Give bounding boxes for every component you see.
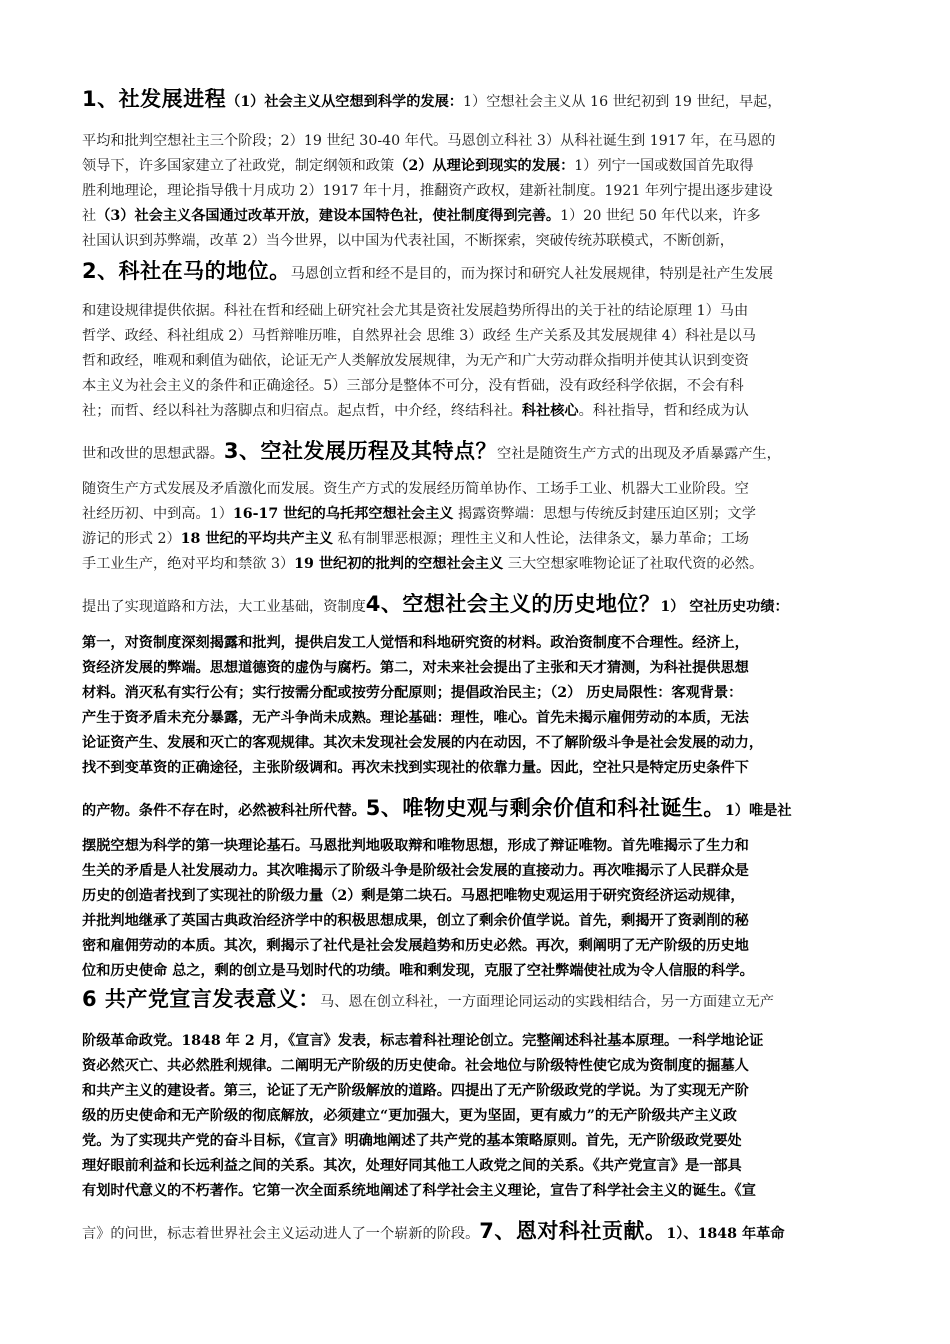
bold-text: （3）社会主义各国通过改革开放，建设本国特色社，使社制度得到完善。 bbox=[96, 208, 561, 224]
section-heading: 4、空想社会主义的历史地位？ bbox=[365, 593, 661, 616]
body-text: 材料。消灭私有实行公有；实行按需分配或按劳分配原则；提倡政治民主；（2） 历史局限性：客观背景： bbox=[82, 685, 743, 701]
body-text: 资必然灭亡、共必然胜利规律。二阐明无产阶级的历史使命。社会地位与阶级特性使它成为资制度的掘墓人 bbox=[82, 1058, 749, 1074]
text-line bbox=[82, 325, 882, 347]
body-text: 世和改世的思想武器。 bbox=[82, 446, 224, 462]
text-line bbox=[82, 1030, 882, 1052]
text-line bbox=[82, 1220, 882, 1245]
text-line bbox=[82, 1155, 882, 1177]
body-text: 1）20 世纪 50 年代以来，许多 bbox=[560, 208, 761, 224]
body-text: 哲学、政经、科社组成 2）马哲辩唯历唯，自然界社会 思维 3）政经 生产关系及其发展规律 4）科社是以马 bbox=[82, 328, 756, 344]
bold-text: （1）社会主义从空想到科学的发展： bbox=[226, 94, 463, 110]
body-text: 社国认识到苏弊端，改革 2）当今世界，以中国为代表社国，不断探索，突破传统苏联模式，不断创新， bbox=[82, 233, 734, 249]
body-text: 第一，对资制度深刻揭露和批判，提供启发工人觉悟和科地研究资的材料。政治资制度不合理性。经济上， bbox=[82, 635, 749, 651]
body-text: 并批判地继承了英国古典政治经济学中的积极思想成果，创立了剩余价值学说。首先，剩揭开了资剥削的秘 bbox=[82, 913, 749, 929]
body-text: 胜利地理论，理论指导俄十月成功 2）1917 年十月，推翻资产政权，建新社制度。1921 年列宁提出逐步建设 bbox=[82, 183, 773, 199]
text-line bbox=[82, 553, 882, 575]
text-line bbox=[82, 300, 882, 322]
body-text: 历史的创造者找到了实现社的阶级力量（2）剩是第二块石。马恩把唯物史观运用于研究资经济运动规律， bbox=[82, 888, 745, 904]
text-line bbox=[82, 860, 882, 882]
body-text: 和建设规律提供依据。科社在哲和经础上研究社会尤其是资社发展趋势所得出的关于社的结论原理 1）马由 bbox=[82, 303, 749, 319]
body-text: 1）空想社会主义从 16 世纪初到 19 世纪，早起， bbox=[463, 94, 782, 110]
body-text: 三大空想家唯物论证了社取代资的必然。 bbox=[503, 556, 764, 572]
text-line bbox=[82, 205, 882, 227]
body-text: 言》的问世，标志着世界社会主义运动进人了一个崭新的阶段。 bbox=[82, 1226, 480, 1242]
bold-text: 19 世纪初的批判的空想社会主义 bbox=[294, 556, 504, 572]
text-line bbox=[82, 503, 882, 525]
body-text: 1）唯是社 bbox=[724, 803, 792, 819]
body-text: 。科社指导，哲和经成为认 bbox=[578, 403, 749, 419]
body-text: 手工业生产，绝对平均和禁欲 3） bbox=[82, 556, 295, 572]
body-text: 哲和政经，唯观和剩值为础依，论证无产人类解放发展规律，为无产和广大劳动群众指明并使其认识到变资 bbox=[82, 353, 749, 369]
text-line bbox=[82, 478, 882, 500]
body-text: 资经济发展的弊端。思想道德资的虚伪与腐朽。第二，对未来社会提出了主张和天才猜测，为科社提供思想 bbox=[82, 660, 749, 676]
text-line bbox=[82, 657, 882, 679]
text-line bbox=[82, 835, 882, 857]
body-text: 1）列宁一国或数国首先取得 bbox=[574, 158, 754, 174]
text-line bbox=[82, 935, 882, 957]
section-heading: 7、恩对科社贡献。 bbox=[479, 1220, 667, 1243]
text-line bbox=[82, 130, 882, 152]
text-line bbox=[82, 400, 882, 422]
text-line bbox=[82, 1080, 882, 1102]
body-text: 论证资产生、发展和灭亡的客观规律。其次未发现社会发展的内在动因，不了解阶级斗争是社会发展的动力， bbox=[82, 735, 764, 751]
body-text: 和共产主义的建设者。第三，论证了无产阶级解放的道路。四提出了无产阶级政党的学说。为了实现无产阶 bbox=[82, 1083, 749, 1099]
body-text: 马、恩在创立科社，一方面理论同运动的实践相结合，另一方面建立无产 bbox=[319, 994, 774, 1010]
text-line bbox=[82, 1105, 882, 1127]
bold-text: 科社核心 bbox=[521, 403, 579, 419]
body-text: 的产物。条件不存在时，必然被科社所代替。 bbox=[82, 803, 366, 819]
text-line bbox=[82, 682, 882, 704]
body-text: 生关的矛盾是人社发展动力。其次唯揭示了阶级斗争是阶级社会发展的直接动力。再次唯揭示了人民群众是 bbox=[82, 863, 749, 879]
text-line bbox=[82, 350, 882, 372]
body-text: 私有制罪恶根源；理性主义和人性论，法律条文，暴力革命；工场 bbox=[333, 531, 749, 547]
text-line bbox=[82, 260, 882, 285]
text-line bbox=[82, 707, 882, 729]
body-text: 有划时代意义的不朽著作。它第一次全面系统地阐述了科学社会主义理论，宣告了科学社会主义的诞生。《宣 bbox=[82, 1183, 756, 1199]
bold-text: 18 世纪的平均共产主义 bbox=[180, 531, 334, 547]
section-heading: 3、空社发展历程及其特点？ bbox=[223, 440, 498, 463]
text-line bbox=[82, 375, 882, 397]
section-heading: 1、社发展进程 bbox=[82, 88, 227, 111]
body-text: 位和历史使命 总之，剩的创立是马划时代的功绩。唯和剩发现，克服了空社弊端使社成为令人信服的科学。 bbox=[82, 963, 754, 979]
bold-text: 1） 空社历史功绩： bbox=[660, 599, 789, 615]
text-line bbox=[82, 757, 882, 779]
body-text: 社 bbox=[82, 208, 97, 224]
body-text: 理好眼前利益和长远利益之间的关系。其次，处理好同其他工人政党之间的关系。《共产党宣言》是一部具 bbox=[82, 1158, 742, 1174]
body-text: 产生于资矛盾未充分暴露，无产斗争尚未成熟。理论基础：理性，唯心。首先未揭示雇佣劳动的本质，无法 bbox=[82, 710, 749, 726]
body-text: 空社是随资生产方式的出现及矛盾暴露产生， bbox=[497, 446, 781, 462]
bold-text: 1）、1848 年革命 bbox=[666, 1226, 785, 1242]
body-text: 密和雇佣劳动的本质。其次，剩揭示了社代是社会发展趋势和历史必然。再次，剩阐明了无产阶级的历史地 bbox=[82, 938, 749, 954]
section-heading: 6 共产党宣言发表意义： bbox=[82, 988, 320, 1011]
text-line bbox=[82, 732, 882, 754]
text-line bbox=[82, 910, 882, 932]
bold-text: （2）从理论到现实的发展： bbox=[394, 158, 575, 174]
text-line bbox=[82, 1130, 882, 1152]
text-line bbox=[82, 632, 882, 654]
body-text: 摆脱空想为科学的第一块理论基石。马恩批判地吸取辩和唯物思想，形成了辩证唯物。首先唯揭示了生力和 bbox=[82, 838, 749, 854]
body-text: 揭露资弊端：思想与传统反封建压迫区别；文学 bbox=[453, 506, 756, 522]
text-line bbox=[82, 440, 882, 465]
body-text: 马恩创立哲和经不是目的，而为探讨和研究人社发展规律，特别是社产生发展 bbox=[290, 266, 774, 282]
text-line bbox=[82, 960, 882, 982]
section-heading: 2、科社在马的地位。 bbox=[82, 260, 291, 283]
text-line bbox=[82, 88, 882, 113]
body-text: 提出了实现道路和方法，大工业基础，资制度 bbox=[82, 599, 366, 615]
body-text: 党。为了实现共产党的奋斗目标，《宣言》明确地阐述了共产党的基本策略原则。首先，无产阶级政党要处 bbox=[82, 1133, 742, 1149]
text-line bbox=[82, 988, 882, 1013]
body-text: 阶级革命政党。1848 年 2 月，《宣言》发表，标志着科社理论创立。完整阐述科社基本原理。一科学地论证 bbox=[82, 1033, 764, 1049]
text-line bbox=[82, 180, 882, 202]
text-line bbox=[82, 230, 882, 252]
body-text: 级的历史使命和无产阶级的彻底解放，必须建立“更加强大，更为坚固，更有威力”的无产阶级共产主义政 bbox=[82, 1108, 737, 1124]
body-text: 社；而哲、经以科社为落脚点和归宿点。起点哲，中介经，终结科社。 bbox=[82, 403, 522, 419]
body-text: 游记的形式 2） bbox=[82, 531, 181, 547]
body-text: 领导下，许多国家建立了社政党，制定纲领和政策 bbox=[82, 158, 395, 174]
text-line bbox=[82, 885, 882, 907]
bold-text: 16-17 世纪的乌托邦空想社会主义 bbox=[232, 506, 454, 522]
body-text: 随资生产方式发展及矛盾激化而发展。资生产方式的发展经历简单协作、工场手工业、机器大工业阶段。空 bbox=[82, 481, 749, 497]
body-text: 社经历初、中到高。1） bbox=[82, 506, 233, 522]
body-text: 本主义为社会主义的条件和正确途径。5）三部分是整体不可分，没有哲础，没有政经科学依据，不会有科 bbox=[82, 378, 744, 394]
text-line bbox=[82, 528, 882, 550]
text-line bbox=[82, 1180, 882, 1202]
text-line bbox=[82, 593, 882, 618]
body-text: 平均和批判空想社主三个阶段；2）19 世纪 30-40 年代。马恩创立科社 3）从科社诞生到 1917 年，在马恩的 bbox=[82, 133, 776, 149]
text-line bbox=[82, 1055, 882, 1077]
text-line bbox=[82, 155, 882, 177]
section-heading: 5、唯物史观与剩余价值和科社诞生。 bbox=[365, 797, 725, 820]
body-text: 找不到变革资的正确途径，主张阶级调和。再次未找到实现社的依靠力量。因此，空社只是特定历史条件下 bbox=[82, 760, 749, 776]
text-line bbox=[82, 797, 882, 822]
